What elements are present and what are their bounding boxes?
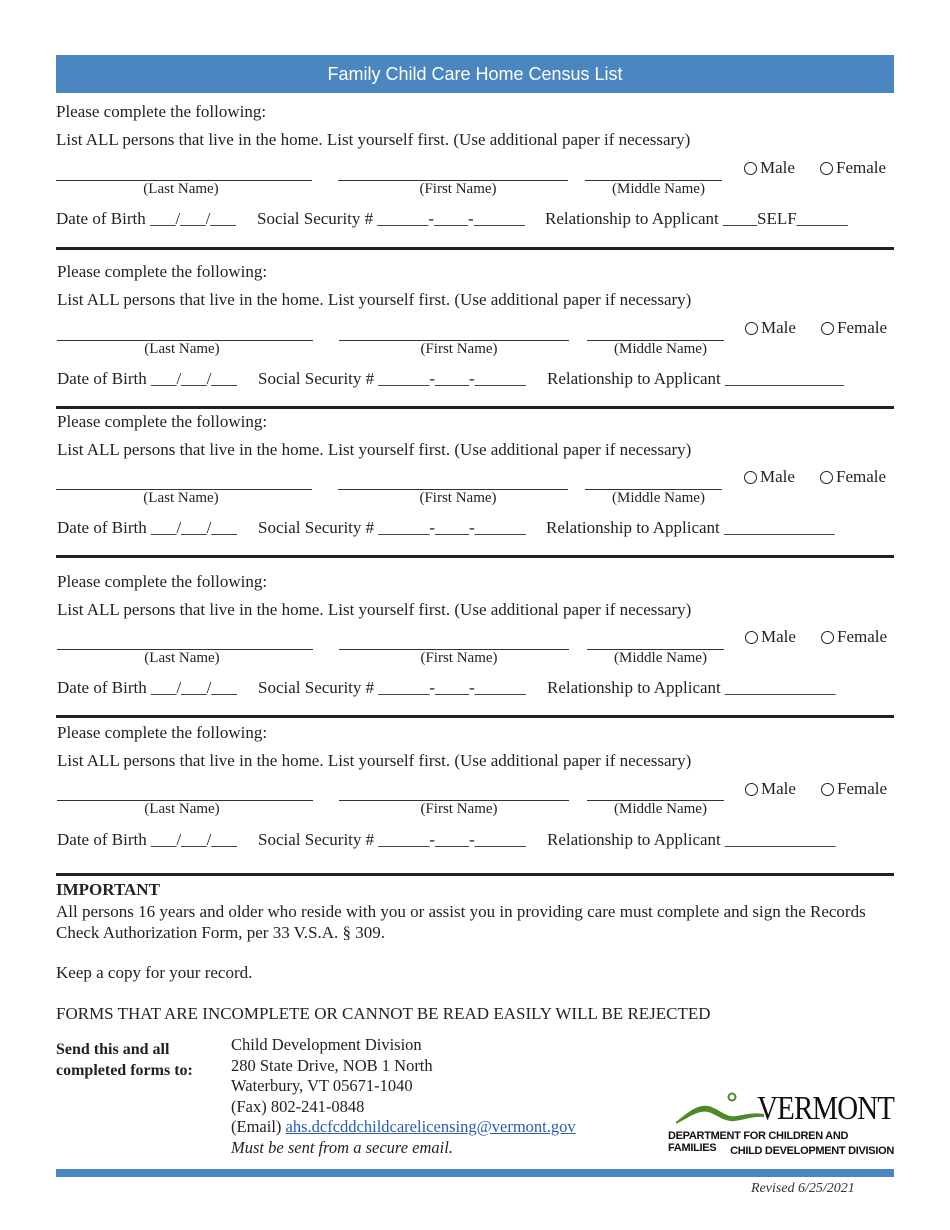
male-radio[interactable]: [744, 158, 795, 178]
email-prefix: (Email): [231, 1117, 286, 1136]
address-street: 280 State Drive, NOB 1 North: [231, 1055, 433, 1075]
last-name-label: (Last Name): [144, 341, 220, 357]
male-radio[interactable]: [745, 779, 796, 799]
middle-name-label: (Middle Name): [612, 490, 705, 506]
radio-circle-icon: [821, 631, 834, 644]
address-city: Waterbury, VT 05671-1040: [231, 1076, 413, 1095]
relationship-label: Relationship to Applicant: [547, 369, 721, 388]
ssn-field[interactable]: Social Security # ______-____-______: [258, 518, 526, 537]
radio-circle-icon: [744, 471, 757, 484]
middle-name-label: (Middle Name): [614, 341, 707, 357]
instruction-text: List ALL persons that live in the home. List yourself first. (Use additional paper if necessary): [57, 600, 692, 619]
person-section-4: [56, 570, 894, 720]
female-label: Female: [837, 779, 888, 798]
footer-bar: [56, 1169, 894, 1177]
relationship-value: _____________: [725, 678, 836, 697]
male-label: Male: [760, 467, 795, 486]
middle-name-label: (Middle Name): [614, 801, 707, 817]
relationship-value: _____________: [724, 518, 835, 537]
dob-field[interactable]: Date of Birth ___/___/___: [57, 518, 237, 537]
send-to-label: [56, 1039, 226, 1081]
address-email-line: [231, 1117, 576, 1138]
mailing-address: [231, 1035, 576, 1158]
relationship-value: ____SELF______: [723, 209, 848, 228]
last-name-label: (Last Name): [144, 801, 220, 817]
instruction-text: List ALL persons that live in the home. List yourself first. (Use additional paper if necessary): [57, 440, 692, 459]
section-divider: [56, 247, 894, 250]
logo-department-text: DEPARTMENT FOR CHILDREN AND FAMILIES: [668, 1130, 849, 1154]
section-divider: [56, 406, 894, 409]
important-heading: IMPORTANT: [56, 880, 160, 899]
dob-field[interactable]: Date of Birth ___/___/___: [56, 209, 236, 228]
relationship-label: Relationship to Applicant: [547, 678, 721, 697]
first-name-label: (First Name): [420, 801, 498, 817]
intro-text: Please complete the following:: [56, 102, 267, 121]
secure-email-note: Must be sent from a secure email.: [231, 1137, 453, 1157]
male-radio[interactable]: [744, 467, 795, 487]
vermont-dcf-logo: [668, 1088, 894, 1160]
person-section-5: [56, 722, 894, 872]
section-divider: [56, 715, 894, 718]
radio-circle-icon: [745, 631, 758, 644]
relationship-field[interactable]: [545, 209, 848, 229]
person-section-1: [56, 100, 894, 250]
male-label: Male: [761, 318, 796, 337]
relationship-value: _____________: [725, 830, 836, 849]
revision-date: Revised 6/25/2021: [751, 1181, 855, 1196]
rejection-warning: FORMS THAT ARE INCOMPLETE OR CANNOT BE READ EASILY WILL BE REJECTED: [56, 1004, 711, 1023]
ssn-field[interactable]: Social Security # ______-____-______: [258, 678, 526, 697]
female-label: Female: [836, 467, 887, 486]
female-radio[interactable]: [820, 467, 886, 487]
relationship-value: ______________: [725, 369, 845, 388]
ssn-field[interactable]: Social Security # ______-____-______: [258, 369, 526, 388]
middle-name-label: (Middle Name): [614, 650, 707, 666]
male-label: Male: [760, 158, 795, 177]
intro-text: Please complete the following:: [57, 262, 268, 281]
female-radio[interactable]: [820, 158, 886, 178]
radio-circle-icon: [744, 162, 757, 175]
instruction-text: List ALL persons that live in the home. List yourself first. (Use additional paper if necessary): [56, 130, 691, 149]
female-radio[interactable]: [821, 318, 887, 338]
radio-circle-icon: [821, 783, 834, 796]
relationship-label: Relationship to Applicant: [545, 209, 719, 228]
dob-field[interactable]: Date of Birth ___/___/___: [57, 369, 237, 388]
instruction-text: List ALL persons that live in the home. List yourself first. (Use additional paper if necessary): [57, 290, 692, 309]
radio-circle-icon: [820, 162, 833, 175]
logo-vermont-text: VERMONT: [757, 1090, 894, 1127]
radio-circle-icon: [820, 471, 833, 484]
relationship-field[interactable]: [547, 830, 836, 850]
first-name-label: (First Name): [419, 490, 497, 506]
relationship-field[interactable]: [546, 518, 835, 538]
send-to-label-line1: Send this and all: [56, 1041, 170, 1058]
logo-division-text: CHILD DEVELOPMENT DIVISION: [730, 1145, 894, 1157]
intro-text: Please complete the following:: [57, 572, 268, 591]
dob-field[interactable]: Date of Birth ___/___/___: [57, 678, 237, 697]
important-text: All persons 16 years and older who reside with you or assist you in providing care must complete and sign the Records Check Authorization Form, per 33 V.S.A. § 309.: [56, 902, 866, 942]
female-label: Female: [837, 627, 888, 646]
relationship-label: Relationship to Applicant: [546, 518, 720, 537]
intro-text: Please complete the following:: [57, 723, 268, 742]
email-link[interactable]: ahs.dcfcddchildcarelicensing@vermont.gov: [285, 1117, 576, 1136]
middle-name-label: (Middle Name): [612, 181, 705, 197]
male-radio[interactable]: [745, 318, 796, 338]
first-name-label: (First Name): [420, 650, 498, 666]
male-label: Male: [761, 779, 796, 798]
ssn-field[interactable]: Social Security # ______-____-______: [257, 209, 525, 228]
instruction-text: List ALL persons that live in the home. List yourself first. (Use additional paper if necessary): [57, 751, 692, 770]
female-radio[interactable]: [821, 627, 887, 647]
keep-copy-text: Keep a copy for your record.: [56, 963, 253, 982]
male-label: Male: [761, 627, 796, 646]
radio-circle-icon: [745, 783, 758, 796]
address-org: Child Development Division: [231, 1035, 422, 1054]
form-title: Family Child Care Home Census List: [327, 63, 623, 84]
section-divider: [56, 873, 894, 876]
section-divider: [56, 555, 894, 558]
radio-circle-icon: [821, 322, 834, 335]
male-radio[interactable]: [745, 627, 796, 647]
dob-field[interactable]: Date of Birth ___/___/___: [57, 830, 237, 849]
female-label: Female: [836, 158, 887, 177]
female-radio[interactable]: [821, 779, 887, 799]
person-section-3: [56, 410, 894, 560]
relationship-field[interactable]: [547, 369, 844, 389]
send-to-label-line2: completed forms to:: [56, 1062, 193, 1079]
mountain-logo-icon: [674, 1090, 766, 1130]
first-name-label: (First Name): [419, 181, 497, 197]
female-label: Female: [837, 318, 888, 337]
relationship-label: Relationship to Applicant: [547, 830, 721, 849]
form-title-bar: [56, 55, 894, 93]
last-name-label: (Last Name): [143, 490, 219, 506]
radio-circle-icon: [745, 322, 758, 335]
first-name-label: (First Name): [420, 341, 498, 357]
intro-text: Please complete the following:: [57, 412, 268, 431]
ssn-field[interactable]: Social Security # ______-____-______: [258, 830, 526, 849]
relationship-field[interactable]: [547, 678, 836, 698]
last-name-label: (Last Name): [144, 650, 220, 666]
person-section-2: [56, 260, 894, 410]
address-fax: (Fax) 802-241-0848: [231, 1096, 365, 1116]
last-name-label: (Last Name): [143, 181, 219, 197]
